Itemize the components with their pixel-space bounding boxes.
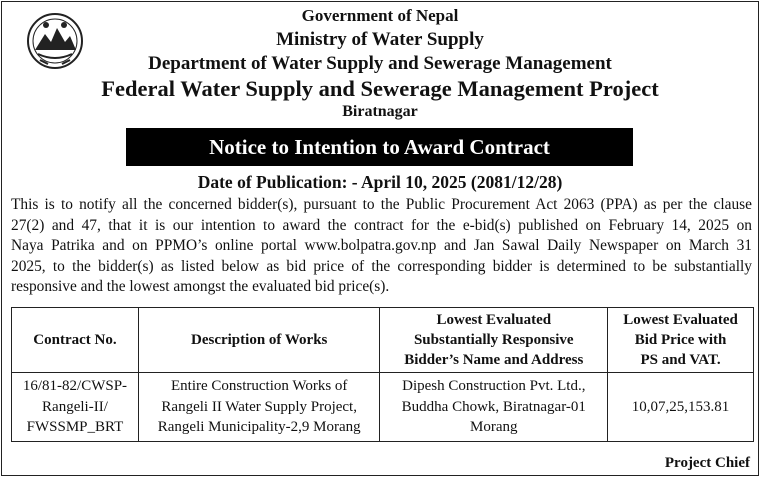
body-line: Naya Patrika and on PPMO’s online portal www.bolpatra.gov.np and Jan Sawal Daily Newspaper on March 31	[11, 237, 752, 255]
signatory: Project Chief	[664, 455, 750, 471]
body-line: 27(2) and 47, that it is our intention to award the contract for the e-bid(s) published on February 14, 2025 on	[11, 216, 752, 234]
cell-description: Entire Construction Works of Rangeli II Water Supply Project, Rangeli Municipality-2,9 Morang	[138, 373, 380, 442]
col-header-description: Description of Works	[138, 308, 380, 373]
header-department: Department of Water Supply and Sewerage Management	[148, 53, 612, 74]
notice-body	[11, 195, 752, 298]
cell-bidder: Dipesh Construction Pvt. Ltd., Buddha Chowk, Biratnagar-01 Morang	[380, 373, 608, 442]
publication-date: Date of Publication: - April 10, 2025 (2081/12/28)	[197, 172, 563, 192]
notice-page	[1, 1, 759, 476]
body-line: This is to notify all the concerned bidder(s), pursuant to the Public Procurement Act 2063 (PPA) as per the clause	[11, 196, 752, 213]
col-header-contract-no: Contract No.	[12, 308, 139, 373]
body-line: responsive and the lowest amongst the evaluated bid price(s).	[11, 278, 390, 296]
table-header-row	[12, 308, 754, 373]
col-header-price: Lowest Evaluated Bid Price with PS and VAT.	[608, 308, 754, 373]
col-header-bidder: Lowest Evaluated Substantially Responsive Bidder’s Name and Address	[380, 308, 608, 373]
cell-contract-no: 16/81-82/CWSP- Rangeli-II/ FWSSMP_BRT	[12, 373, 139, 442]
header-project: Federal Water Supply and Sewerage Management Project	[101, 76, 659, 101]
header-location: Biratnagar	[342, 103, 418, 120]
header-government: Government of Nepal	[301, 6, 459, 25]
notice-title-banner: Notice to Intention to Award Contract	[126, 128, 633, 166]
cell-price: 10,07,25,153.81	[608, 373, 754, 442]
body-line: 2025, to the bidder(s) as listed below as bid price of the corresponding bidder is determined to be substantially	[11, 257, 752, 275]
award-table	[11, 307, 754, 442]
header-ministry: Ministry of Water Supply	[276, 29, 484, 50]
table-row	[12, 373, 754, 442]
